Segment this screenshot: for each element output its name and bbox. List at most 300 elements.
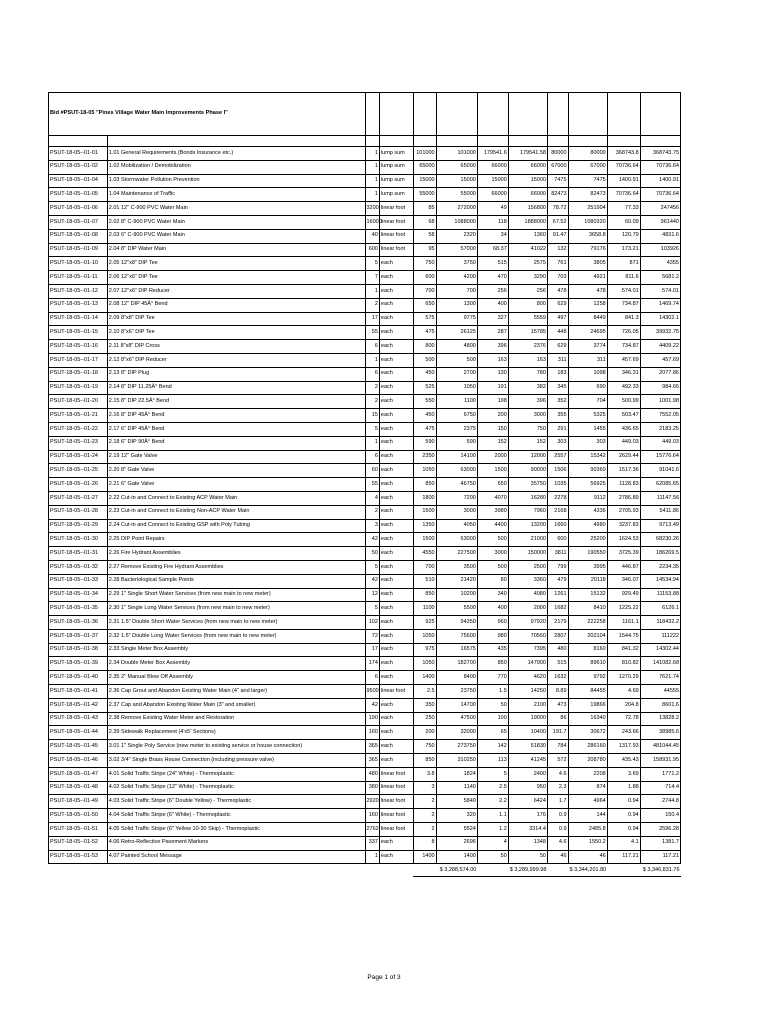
quantity: 1	[365, 436, 379, 450]
bidder3-unit-price: 183	[547, 367, 568, 381]
bidder2-unit-price: 1500	[477, 464, 508, 478]
bidder3-total: 67000	[568, 160, 607, 174]
item-description: 2.23 Cut-in and Connect to Existing Non-ACP Water Main	[107, 505, 365, 519]
unit: each	[379, 367, 413, 381]
item-number: PSUT-18-05--01-29	[49, 519, 108, 533]
bidder1-total: 26125	[436, 326, 477, 340]
bidder1-unit-price: 1100	[413, 602, 436, 616]
bidder2-unit-price: 150	[477, 422, 508, 436]
bidder4-unit-price: 2629.44	[607, 450, 640, 464]
unit: linear foot	[379, 215, 413, 229]
bidder1-unit-price: 700	[413, 560, 436, 574]
bidder4-total: 7621.74	[640, 671, 680, 685]
bidder2-unit-price: 3000	[477, 547, 508, 561]
quantity: 6	[365, 367, 379, 381]
item-description: 2.20 8" Gate Valve	[107, 464, 365, 478]
bidder4-total: 158931.95	[640, 754, 680, 768]
item-number: PSUT-18-05--01-46	[49, 754, 108, 768]
item-description: 2.09 8"x8" DIP Tee	[107, 312, 365, 326]
bidder2-total: 179541.58	[508, 147, 547, 161]
bidder4-total: 714.4	[640, 781, 680, 795]
quantity: 55	[365, 478, 379, 492]
item-number: PSUT-18-05--01-50	[49, 809, 108, 823]
bidder1-unit-price: 1050	[413, 657, 436, 671]
bidder1-unit-price: 8	[413, 836, 436, 850]
bidder1-unit-price: 68	[413, 215, 436, 229]
bidder1-total: 3000	[436, 505, 477, 519]
bidder3-unit-price: 572	[547, 754, 568, 768]
table-row	[49, 312, 681, 326]
table-row	[49, 781, 681, 795]
bidder2-total: 156800	[508, 202, 547, 216]
unit: each	[379, 450, 413, 464]
total-bidder-4: $ 3,346,831.76	[607, 864, 680, 877]
item-description: 2.13 8" DIP Plug	[107, 367, 365, 381]
table-row	[49, 215, 681, 229]
totals-row	[49, 864, 681, 877]
unit: each	[379, 271, 413, 285]
bidder1-unit-price: 800	[413, 340, 436, 354]
item-description: 2.06 12"x6" DIP Tee	[107, 271, 365, 285]
bidder3-unit-price: 4.6	[547, 767, 568, 781]
item-number: PSUT-18-05--01-05	[49, 188, 108, 202]
bidder4-unit-price: 871	[607, 257, 640, 271]
bidder4-total: 118432.2	[640, 616, 680, 630]
bidder4-unit-price: 1400.91	[607, 174, 640, 188]
bidder2-total: 950	[508, 781, 547, 795]
table-row	[49, 657, 681, 671]
bidder3-total: 19866	[568, 698, 607, 712]
total-bidder-3: $ 3,344,201.80	[547, 864, 607, 877]
bidder3-total: 89610	[568, 657, 607, 671]
bidder4-unit-price: 446.87	[607, 560, 640, 574]
bidder2-unit-price: 2.5	[477, 781, 508, 795]
page-footer: Page 1 of 3	[367, 974, 401, 981]
bidder2-unit-price: 1.5	[477, 685, 508, 699]
bidder2-total: 66000	[508, 188, 547, 202]
bidder2-unit-price: 850	[477, 657, 508, 671]
bidder3-total: 2485.8	[568, 823, 607, 837]
bidder2-total: 70560	[508, 629, 547, 643]
unit: linear foot	[379, 229, 413, 243]
bidder1-unit-price: 2.5	[413, 685, 436, 699]
item-number: PSUT-18-05--01-04	[49, 174, 108, 188]
bidder3-unit-price: 2807	[547, 629, 568, 643]
table-row	[49, 505, 681, 519]
bidder3-unit-price: 703	[547, 271, 568, 285]
bidder2-total: 6424	[508, 795, 547, 809]
bidder2-unit-price: 2000	[477, 450, 508, 464]
bidder3-unit-price: 1660	[547, 519, 568, 533]
unit: each	[379, 312, 413, 326]
bidder1-total: 7200	[436, 491, 477, 505]
item-description: 2.33 Single Meter Box Assembly	[107, 643, 365, 657]
table-row	[49, 284, 681, 298]
bidder4-unit-price: 346.31	[607, 367, 640, 381]
quantity: 160	[365, 726, 379, 740]
bidder3-unit-price: 480	[547, 643, 568, 657]
bidder1-total: 46750	[436, 478, 477, 492]
bidder4-unit-price: 120.79	[607, 229, 640, 243]
item-description: 2.22 Cut-in and Connect to Existing ACP Water Main	[107, 491, 365, 505]
table-row	[49, 464, 681, 478]
bidder3-unit-price: 2278	[547, 491, 568, 505]
bidder3-unit-price: 1682	[547, 602, 568, 616]
bidder2-unit-price: 960	[477, 616, 508, 630]
table-row	[49, 202, 681, 216]
bidder1-total: 5840	[436, 795, 477, 809]
unit: each	[379, 298, 413, 312]
unit: each	[379, 712, 413, 726]
item-description: 2.12 8"x6" DIP Reducer	[107, 353, 365, 367]
quantity: 15	[365, 409, 379, 423]
bidder4-unit-price: 457.69	[607, 353, 640, 367]
unit: each	[379, 547, 413, 561]
bidder1-unit-price: 101000	[413, 147, 436, 161]
bidder4-unit-price: 929.49	[607, 588, 640, 602]
bidder2-unit-price: 34	[477, 229, 508, 243]
bidder2-total: 51830	[508, 740, 547, 754]
unit: each	[379, 533, 413, 547]
bidder2-total: 7960	[508, 505, 547, 519]
item-description: 4.07 Painted School Message	[107, 850, 365, 864]
total-bidder-1: $ 3,288,574.00	[413, 864, 477, 877]
bidder4-total: 11147.56	[640, 491, 680, 505]
bidder4-unit-price: 70736.64	[607, 188, 640, 202]
bidder1-total: 65000	[436, 160, 477, 174]
bidder1-unit-price: 1050	[413, 629, 436, 643]
bidder1-total: 55000	[436, 188, 477, 202]
item-number: PSUT-18-05--01-13	[49, 298, 108, 312]
bidder4-unit-price: 1624.53	[607, 533, 640, 547]
quantity: 2	[365, 298, 379, 312]
bidder4-total: 62085.65	[640, 478, 680, 492]
item-description: 2.14 8" DIP 11.25Â° Bend	[107, 381, 365, 395]
bidder2-unit-price: 4	[477, 836, 508, 850]
unit: linear foot	[379, 795, 413, 809]
bidder2-unit-price: 163	[477, 353, 508, 367]
item-description: 4.05 Solid Traffic Stripe (6" Yellow 10-30 Skip) - Thermoplastic	[107, 823, 365, 837]
item-number: PSUT-18-05--01-11	[49, 271, 108, 285]
bidder4-total: 39932.75	[640, 326, 680, 340]
bidder4-total: 984.66	[640, 381, 680, 395]
bidder1-total: 2696	[436, 836, 477, 850]
bidder1-unit-price: 1350	[413, 519, 436, 533]
unit: each	[379, 326, 413, 340]
bidder4-unit-price: 1317.93	[607, 740, 640, 754]
item-description: 2.31 1.5" Double Short Water Services (from new main to new meter)	[107, 616, 365, 630]
bidder4-unit-price: 449.03	[607, 436, 640, 450]
bidder3-total: 8160	[568, 643, 607, 657]
bidder3-unit-price: 0.9	[547, 823, 568, 837]
bidder2-total: 50	[508, 850, 547, 864]
table-row	[49, 602, 681, 616]
quantity: 4	[365, 491, 379, 505]
bidder2-total: 147900	[508, 657, 547, 671]
bidder4-total: 1400.91	[640, 174, 680, 188]
item-description: 2.32 1.5" Double Long Water Services (from new main to new meter)	[107, 629, 365, 643]
bidder1-unit-price: 750	[413, 740, 436, 754]
item-number: PSUT-18-05--01-35	[49, 602, 108, 616]
bidder1-total: 16575	[436, 643, 477, 657]
quantity: 380	[365, 781, 379, 795]
table-row	[49, 243, 681, 257]
bidder4-total: 4831.6	[640, 229, 680, 243]
bidder4-unit-price: 368743.8	[607, 147, 640, 161]
table-row	[49, 547, 681, 561]
quantity: 12	[365, 588, 379, 602]
item-number: PSUT-18-05--01-17	[49, 353, 108, 367]
item-description: 1.01 General Requirements (Bonds Insurance etc.)	[107, 147, 365, 161]
unit: each	[379, 602, 413, 616]
bidder1-total: 57000	[436, 243, 477, 257]
bidder4-unit-price: 500.99	[607, 395, 640, 409]
quantity: 50	[365, 547, 379, 561]
item-description: 3.02 3/4" Single Brass House Connection (including pressure valve)	[107, 754, 365, 768]
bidder3-unit-price: 46	[547, 850, 568, 864]
bidder4-unit-price: 4.1	[607, 836, 640, 850]
bidder4-total: 15776.64	[640, 450, 680, 464]
bidder1-total: 1300	[436, 298, 477, 312]
bidder1-total: 63000	[436, 464, 477, 478]
quantity: 1	[365, 147, 379, 161]
bidder4-unit-price: 72.78	[607, 712, 640, 726]
item-number: PSUT-18-05--01-53	[49, 850, 108, 864]
bidder4-unit-price: 117.21	[607, 850, 640, 864]
item-number: PSUT-18-05--01-02	[49, 160, 108, 174]
item-number: PSUT-18-05--01-39	[49, 657, 108, 671]
bidder3-total: 9112	[568, 491, 607, 505]
bidder3-total: 56925	[568, 478, 607, 492]
item-description: 2.01 12" C-900 PVC Water Main	[107, 202, 365, 216]
bidder4-total: 4355	[640, 257, 680, 271]
item-description: 2.04 8" DIP Water Main	[107, 243, 365, 257]
item-number: PSUT-18-05--01-18	[49, 367, 108, 381]
bidder3-total: 15132	[568, 588, 607, 602]
bidder3-unit-price: 2179	[547, 616, 568, 630]
item-description: 1.04 Maintenance of Traffic	[107, 188, 365, 202]
bidder2-unit-price: 500	[477, 533, 508, 547]
bidder2-total: 21000	[508, 533, 547, 547]
bidder4-total: 7552.05	[640, 409, 680, 423]
bidder1-unit-price: 850	[413, 588, 436, 602]
bidder4-unit-price: 1.88	[607, 781, 640, 795]
bidder3-unit-price: 629	[547, 340, 568, 354]
quantity: 365	[365, 754, 379, 768]
bidder2-total: 2000	[508, 602, 547, 616]
bidder2-total: 800	[508, 298, 547, 312]
unit: each	[379, 588, 413, 602]
item-number: PSUT-18-05--01-24	[49, 450, 108, 464]
bidder2-unit-price: 65	[477, 726, 508, 740]
item-description: 2.25 DIP Point Repairs	[107, 533, 365, 547]
item-description: 2.29 1" Single Short Water Services (from new main to new meter)	[107, 588, 365, 602]
table-row	[49, 726, 681, 740]
bidder4-total: 2183.25	[640, 422, 680, 436]
bidder1-total: 94350	[436, 616, 477, 630]
bidder2-total: 780	[508, 367, 547, 381]
quantity: 16000	[365, 215, 379, 229]
bidder3-unit-price: 82473	[547, 188, 568, 202]
quantity: 480	[365, 767, 379, 781]
bidder3-total: 8449	[568, 312, 607, 326]
bidder4-total: 141082.68	[640, 657, 680, 671]
bidder2-total: 12000	[508, 450, 547, 464]
quantity: 17	[365, 312, 379, 326]
bidder1-total: 21420	[436, 574, 477, 588]
bidder1-unit-price: 700	[413, 284, 436, 298]
bidder4-unit-price: 0.94	[607, 823, 640, 837]
table-row	[49, 450, 681, 464]
bidder4-total: 4409.22	[640, 340, 680, 354]
bidder2-total: 3290	[508, 271, 547, 285]
bidder4-unit-price: 0.94	[607, 809, 640, 823]
unit: each	[379, 836, 413, 850]
bidder1-total: 1050	[436, 381, 477, 395]
item-number: PSUT-18-05--01-52	[49, 836, 108, 850]
bidder1-unit-price: 1800	[413, 491, 436, 505]
bidder3-total: 311	[568, 353, 607, 367]
bidder4-total: 70736.64	[640, 160, 680, 174]
bidder4-total: 2744.8	[640, 795, 680, 809]
bidder3-total: 4980	[568, 519, 607, 533]
bidder4-total: 186269.5	[640, 547, 680, 561]
unit: linear foot	[379, 202, 413, 216]
bidder3-total: 2208	[568, 767, 607, 781]
bidder4-unit-price: 841.3	[607, 312, 640, 326]
bidder4-unit-price: 1517.36	[607, 464, 640, 478]
bidder3-unit-price: 784	[547, 740, 568, 754]
quantity: 174	[365, 657, 379, 671]
bidder2-total: 15000	[508, 174, 547, 188]
bidder1-unit-price: 975	[413, 643, 436, 657]
item-number: PSUT-18-05--01-21	[49, 409, 108, 423]
bidder3-total: 20118	[568, 574, 607, 588]
bidder2-total: 2575	[508, 257, 547, 271]
bidder3-total: 3658.8	[568, 229, 607, 243]
bidder4-total: 117.21	[640, 850, 680, 864]
unit: each	[379, 422, 413, 436]
bid-table	[48, 92, 681, 877]
bidder4-unit-price: 0.94	[607, 795, 640, 809]
bidder3-total: 84455	[568, 685, 607, 699]
bidder4-total: 961440	[640, 215, 680, 229]
item-number: PSUT-18-05--01-16	[49, 340, 108, 354]
table-row	[49, 395, 681, 409]
bidder4-unit-price: 734.87	[607, 340, 640, 354]
bidder3-unit-price: 799	[547, 560, 568, 574]
bidder1-total: 5524	[436, 823, 477, 837]
bidder3-unit-price: 191.7	[547, 726, 568, 740]
bidder3-unit-price: 3811	[547, 547, 568, 561]
item-number: PSUT-18-05--01-19	[49, 381, 108, 395]
bidder3-unit-price: 291	[547, 422, 568, 436]
bidder2-unit-price: 980	[477, 629, 508, 643]
bidder2-total: 382	[508, 381, 547, 395]
bidder1-unit-price: 1400	[413, 671, 436, 685]
bidder3-total: 222258	[568, 616, 607, 630]
bidder1-total: 9775	[436, 312, 477, 326]
quantity: 1	[365, 174, 379, 188]
bidder2-total: 97920	[508, 616, 547, 630]
item-number: PSUT-18-05--01-23	[49, 436, 108, 450]
bidder1-unit-price: 58	[413, 229, 436, 243]
item-description: 2.28 Bacteriological Sample Points	[107, 574, 365, 588]
bidder1-unit-price: 1500	[413, 533, 436, 547]
bidder4-unit-price: 3.69	[607, 767, 640, 781]
unit: each	[379, 629, 413, 643]
quantity: 40	[365, 229, 379, 243]
bidder3-unit-price: 91.47	[547, 229, 568, 243]
table-row	[49, 574, 681, 588]
quantity: 2	[365, 395, 379, 409]
quantity: 5	[365, 422, 379, 436]
bidder1-total: 6750	[436, 409, 477, 423]
bidder4-unit-price: 70736.64	[607, 160, 640, 174]
bidder3-unit-price: 629	[547, 298, 568, 312]
bidder2-total: 1888000	[508, 215, 547, 229]
bidder1-unit-price: 250	[413, 712, 436, 726]
bidder4-total: 5681.2	[640, 271, 680, 285]
bidder2-total: 4080	[508, 588, 547, 602]
bidder2-unit-price: 49	[477, 202, 508, 216]
bidder2-unit-price: 4070	[477, 491, 508, 505]
bidder4-total: 247456	[640, 202, 680, 216]
bidder2-unit-price: 191	[477, 381, 508, 395]
bidder3-total: 82473	[568, 188, 607, 202]
bidder2-total: 2376	[508, 340, 547, 354]
item-number: PSUT-18-05--01-26	[49, 478, 108, 492]
unit: linear foot	[379, 767, 413, 781]
bidder1-total: 273750	[436, 740, 477, 754]
bidder1-unit-price: 2350	[413, 450, 436, 464]
bidder4-total: 6126.1	[640, 602, 680, 616]
bidder3-unit-price: 86	[547, 712, 568, 726]
bidder3-unit-price: 1035	[547, 478, 568, 492]
bidder4-total: 150.4	[640, 809, 680, 823]
bidder2-unit-price: 15000	[477, 174, 508, 188]
unit: each	[379, 698, 413, 712]
bidder3-unit-price: 355	[547, 409, 568, 423]
table-row	[49, 712, 681, 726]
bidder4-total: 457.69	[640, 353, 680, 367]
unit: each	[379, 754, 413, 768]
item-description: 4.06 Retro-Reflective Pavement Markers	[107, 836, 365, 850]
item-number: PSUT-18-05--01-33	[49, 574, 108, 588]
quantity: 7	[365, 271, 379, 285]
bidder3-total: 251904	[568, 202, 607, 216]
quantity: 1	[365, 284, 379, 298]
unit: linear foot	[379, 243, 413, 257]
bidder2-total: 15785	[508, 326, 547, 340]
item-number: PSUT-18-05--01-08	[49, 229, 108, 243]
bidder3-unit-price: 478	[547, 284, 568, 298]
quantity: 190	[365, 712, 379, 726]
unit: each	[379, 519, 413, 533]
bidder2-total: 13200	[508, 519, 547, 533]
bidder3-unit-price: 497	[547, 312, 568, 326]
bidder1-total: 4050	[436, 519, 477, 533]
item-number: PSUT-18-05--01-07	[49, 215, 108, 229]
bidder3-unit-price: 8.89	[547, 685, 568, 699]
bidder2-total: 176	[508, 809, 547, 823]
quantity: 42	[365, 533, 379, 547]
unit: linear foot	[379, 809, 413, 823]
unit: each	[379, 436, 413, 450]
bidder3-total: 4964	[568, 795, 607, 809]
bidder3-total: 690	[568, 381, 607, 395]
bidder4-total: 1469.74	[640, 298, 680, 312]
